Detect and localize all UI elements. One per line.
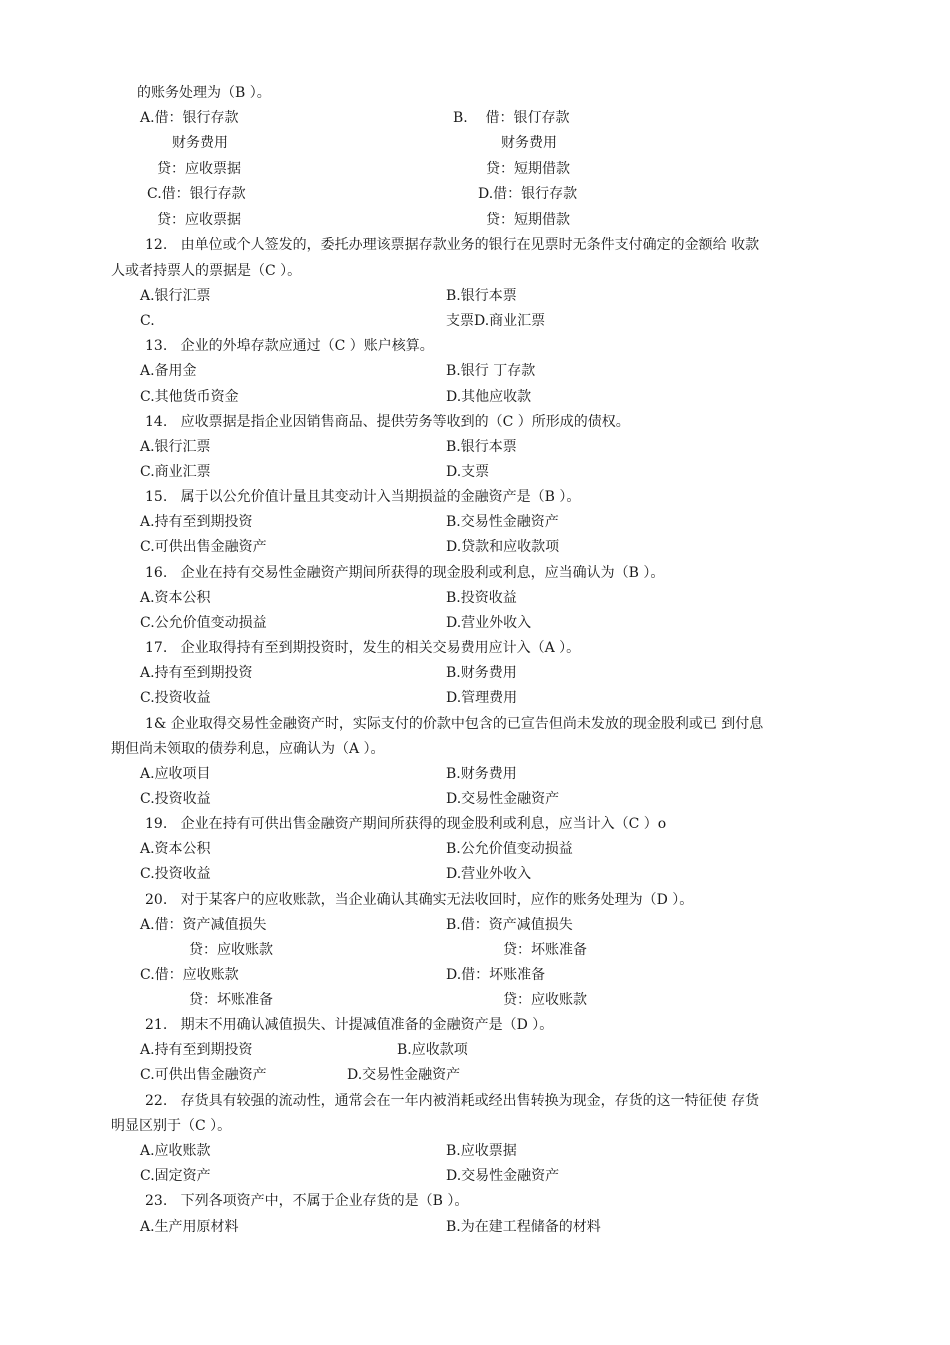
text-line: A.资本公积: [140, 841, 211, 857]
text-line: B.应收款项: [397, 1042, 468, 1058]
text-line: C.商业汇票: [140, 464, 211, 480]
text-line: 明显区别于（C ）。: [111, 1118, 232, 1134]
text-line: A.银行汇票: [140, 288, 211, 304]
text-line: D.贷款和应收款项: [446, 539, 560, 555]
text-line: 期但尚未领取的债券利息，应确认为（A ）。: [111, 741, 385, 757]
text-line: 17. 企业取得持有至到期投资时，发生的相关交易费用应计入（A ）。: [145, 640, 581, 656]
text-line: B.交易性金融资产: [446, 514, 559, 530]
text-line: 财务费用: [501, 135, 557, 151]
text-line: 贷：应收票据: [157, 212, 241, 228]
text-line: A.银行汇票: [140, 439, 211, 455]
text-line: D.交易性金融资产: [446, 1168, 560, 1184]
text-line: C.借：银行存款: [147, 186, 246, 202]
text-line: A.持有至到期投资: [140, 514, 253, 530]
text-line: 12. 由单位或个人签发的，委托办理该票据存款业务的银行在见票时无条件支付确定的金额给 收款: [145, 237, 760, 253]
text-line: B.财务费用: [446, 665, 517, 681]
text-line: 21. 期末不用确认减值损失、计提减值准备的金融资产是（D ）。: [145, 1017, 554, 1033]
text-line: A.持有至到期投资: [140, 1042, 253, 1058]
text-line: C.其他货币资金: [140, 389, 239, 405]
text-line: B.投资收益: [446, 590, 517, 606]
text-line: C.固定资产: [140, 1168, 211, 1184]
text-line: 1& 企业取得交易性金融资产时，实际支付的价款中包含的已宣告但尚未发放的现金股利或已 到付息: [145, 716, 764, 732]
text-line: 人或者持票人的票据是（C ）。: [111, 263, 302, 279]
text-line: B.为在建工程储备的材料: [446, 1219, 601, 1235]
text-line: 贷：应收账款: [189, 942, 273, 958]
text-line: A.备用金: [140, 363, 197, 379]
text-line: C.: [140, 313, 155, 329]
text-line: D.支票: [446, 464, 490, 480]
text-line: B.银行本票: [446, 439, 517, 455]
text-line: D.营业外收入: [446, 615, 532, 631]
text-line: C.借：应收账款: [140, 967, 239, 983]
text-line: 13. 企业的外埠存款应通过（C ）账户核算。: [145, 338, 434, 354]
text-line: C.可供出售金融资产: [140, 539, 267, 555]
text-line: 20. 对于某客户的应收账款，当企业确认其确实无法收回时，应作的账务处理为（D ）。: [145, 892, 694, 908]
text-line: C.公允价值变动损益: [140, 615, 267, 631]
text-line: 贷：应收账款: [503, 992, 587, 1008]
text-line: C.投资收益: [140, 866, 211, 882]
text-line: D.交易性金融资产: [347, 1067, 461, 1083]
text-line: B.应收票据: [446, 1143, 517, 1159]
text-line: A.应收账款: [140, 1143, 211, 1159]
text-line: 22. 存货具有较强的流动性，通常会在一年内被消耗或经出售转换为现金，存货的这一特征使 存货: [145, 1093, 760, 1109]
text-line: B. 借：银仃存款: [453, 110, 570, 126]
text-line: 财务费用: [172, 135, 228, 151]
text-line: 支票D.商业汇票: [446, 313, 546, 329]
text-line: C.投资收益: [140, 791, 211, 807]
text-line: B.借：资产减值损失: [446, 917, 573, 933]
text-line: 贷：短期借款: [486, 212, 570, 228]
text-line: 23. 下列各项资产中，不属于企业存货的是（B ）。: [145, 1193, 469, 1209]
text-line: A.资本公积: [140, 590, 211, 606]
text-line: B.银行本票: [446, 288, 517, 304]
text-line: A.生产用原材料: [140, 1219, 239, 1235]
text-line: 14. 应收票据是指企业因销售商品、提供劳务等收到的（C ）所形成的债权。: [145, 414, 630, 430]
text-line: 15. 属于以公允价值计量且其变动计入当期损益的金融资产是（B ）。: [145, 489, 581, 505]
text-line: C.投资收益: [140, 690, 211, 706]
text-line: D.其他应收款: [446, 389, 532, 405]
text-line: B.公允价值变动损益: [446, 841, 573, 857]
text-line: D.借：银行存款: [478, 186, 578, 202]
text-line: D.借：坏账准备: [446, 967, 546, 983]
text-line: 贷：坏账准备: [503, 942, 587, 958]
text-line: A.应收项目: [140, 766, 211, 782]
text-line: D.营业外收入: [446, 866, 532, 882]
text-line: 19. 企业在持有可供出售金融资产期间所获得的现金股利或利息，应当计入（C ）o: [145, 816, 667, 832]
text-line: A.持有至到期投资: [140, 665, 253, 681]
text-line: B.财务费用: [446, 766, 517, 782]
text-line: B.银行 丁存款: [446, 363, 536, 379]
text-line: 贷：应收票据: [157, 161, 241, 177]
text-line: 贷：坏账准备: [189, 992, 273, 1008]
text-line: 贷：短期借款: [486, 161, 570, 177]
text-line: 的账务处理为（B ）。: [137, 85, 271, 101]
text-line: A.借：银行存款: [140, 110, 239, 126]
text-line: 16. 企业在持有交易性金融资产期间所获得的现金股利或利息，应当确认为（B ）。: [145, 565, 665, 581]
text-line: A.借：资产减值损失: [140, 917, 267, 933]
text-line: D.管理费用: [446, 690, 518, 706]
text-line: C.可供出售金融资产: [140, 1067, 267, 1083]
text-line: D.交易性金融资产: [446, 791, 560, 807]
